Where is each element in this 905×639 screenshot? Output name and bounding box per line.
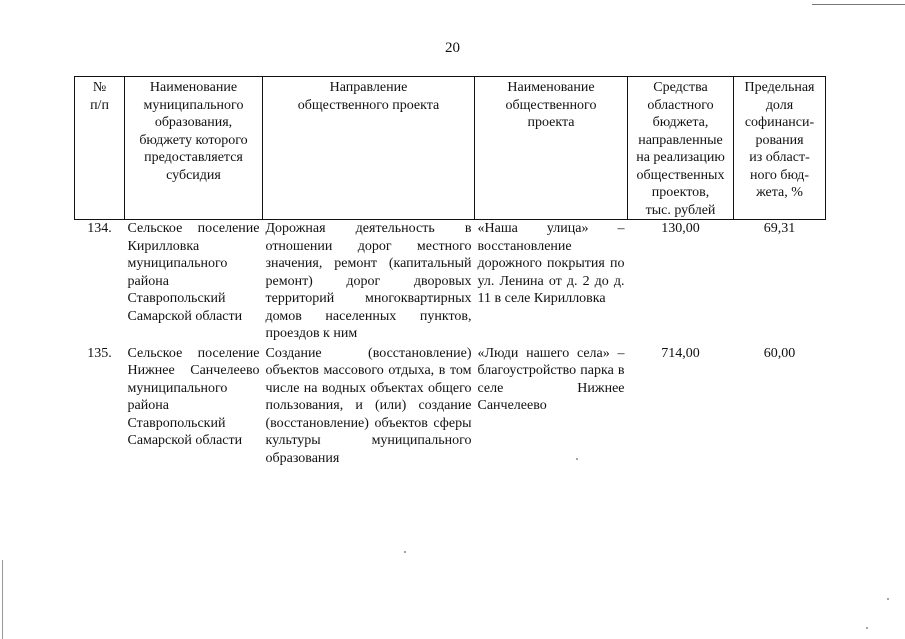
scan-speck [576,458,578,460]
scan-speck [866,627,868,629]
header-municipality: Наименование муниципального образования, бюджету которого предоставляется субсидия [125,77,263,220]
scan-top-rule [812,4,905,5]
row-direction: Создание (восстановление) объектов массового отдыха, в том числе на водных объектах общего пользования, и (или) создание (восстановление) объектов сферы культуры муниципального образования [265,345,472,466]
header-project: Наименование общественного проекта [475,77,628,220]
row-share: 60,00 [763,345,796,361]
page-number: 20 [445,40,460,56]
scan-edge-line [2,560,3,639]
table-header-row [75,77,826,220]
table-row [75,220,826,343]
row-municipality: Сельское поселение Кирилловка муниципального района Ставропольский Самарской области [127,221,260,324]
header-number: № п/п [75,77,125,220]
scan-speck [404,551,406,553]
row-direction: Дорожная деятельность в отношении дорог местного значения, ремонт (капитальный ремонт) дорог дворовых территорий многоквартирных домов населенных пунктов, проездов к ним [265,221,472,341]
row-number: 134. [87,221,112,236]
row-funds: 714,00 [661,345,700,361]
row-number: 135. [87,345,112,361]
header-direction: Направление общественного проекта [263,77,475,220]
row-share: 69,31 [763,221,796,236]
row-project: «Люди нашего села» – благоустройство парка в селе Нижнее Санчелеево [477,345,625,413]
header-funds: Средства областного бюджета, направленные на реализацию общественных проектов, тыс. рублей [628,77,734,220]
subsidy-table [74,76,826,467]
row-municipality: Сельское поселение Нижнее Санчелеево муниципального района Ставропольский Самарской области [127,345,260,448]
row-funds: 130,00 [661,221,700,236]
table-row [75,343,826,468]
row-project: «Наша улица» – восстановление дорожного покрытия по ул. Ленина от д. 2 до д. 11 в селе Кирилловка [477,221,625,306]
scan-speck [887,598,889,600]
header-share: Предельная доля софинанси- рования из област- ного бюд- жета, % [734,77,826,220]
